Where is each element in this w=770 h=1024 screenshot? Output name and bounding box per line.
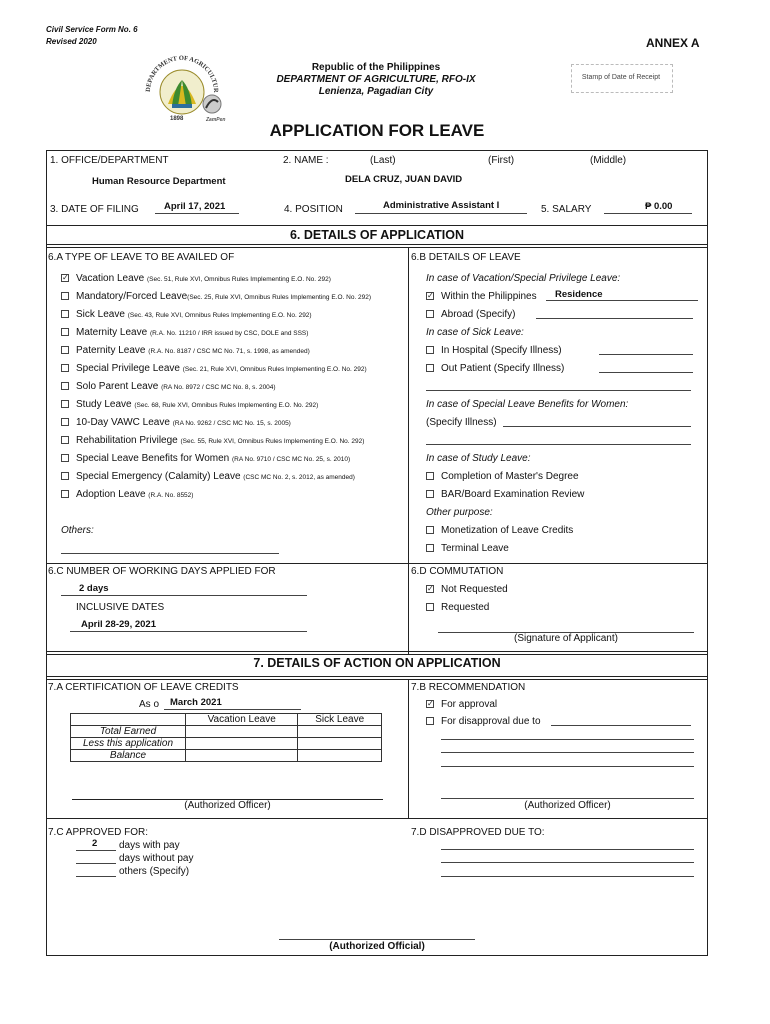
- disapproved-reason-line[interactable]: [441, 849, 694, 850]
- department-logo: [132, 48, 232, 126]
- table-cell[interactable]: [298, 750, 382, 762]
- as-of-value[interactable]: March 2021: [170, 697, 222, 708]
- receipt-stamp-label: Stamp of Date of Receipt: [581, 74, 661, 81]
- leave-type-option[interactable]: Special Privilege Leave (Sec. 21, Rule XVI, Omnibus Rules Implementing E.O. No. 292): [76, 363, 367, 374]
- authorized-officer-label: (Authorized Officer): [184, 800, 271, 811]
- as-of-label: As o: [139, 699, 160, 710]
- leave-type-checkbox[interactable]: [61, 310, 69, 318]
- leave-type-option[interactable]: Study Leave (Sec. 68, Rule XVI, Omnibus Rules Implementing E.O. No. 292): [76, 399, 319, 410]
- sick-heading: In case of Sick Leave:: [426, 327, 524, 338]
- for-approval-checkbox[interactable]: ✓: [427, 699, 434, 708]
- disapproval-reason-line[interactable]: [551, 725, 691, 726]
- leave-type-option[interactable]: 10-Day VAWC Leave (RA No. 9262 / CSC MC No. 15, s. 2005): [76, 417, 291, 428]
- logo-sub: ZamPen: [206, 117, 226, 123]
- for-disapproval-checkbox[interactable]: [426, 717, 434, 725]
- abroad-label: Abroad (Specify): [441, 309, 516, 320]
- salary-value[interactable]: ₱ 0.00: [645, 201, 673, 212]
- disapproved-reason-line[interactable]: [441, 876, 694, 877]
- logo-year: 1898: [170, 116, 184, 122]
- salary-label: 5. SALARY: [541, 204, 592, 215]
- vacation-heading: In case of Vacation/Special Privilege Leave:: [426, 273, 621, 284]
- form-number: Civil Service Form No. 6: [46, 25, 138, 34]
- days-with-pay-label: days with pay: [119, 840, 180, 851]
- masters-degree-label: Completion of Master's Degree: [441, 471, 579, 482]
- authorized-official-label: (Authorized Official): [329, 941, 425, 952]
- leave-type-checkbox[interactable]: [61, 346, 69, 354]
- monetization-label: Monetization of Leave Credits: [441, 525, 574, 536]
- middle-name-label: (Middle): [590, 155, 627, 166]
- not-requested-checkbox[interactable]: ✓: [427, 584, 434, 593]
- office-label: 1. OFFICE/DEPARTMENT: [50, 155, 169, 166]
- leave-type-checkbox[interactable]: [61, 364, 69, 372]
- days-without-pay-label: days without pay: [119, 853, 194, 864]
- terminal-leave-checkbox[interactable]: [426, 544, 434, 552]
- table-cell[interactable]: [298, 738, 382, 750]
- out-patient-checkbox[interactable]: [426, 364, 434, 372]
- disapproval-reason-line[interactable]: [441, 739, 694, 740]
- department-heading: DEPARTMENT OF AGRICULTURE, RFO-IX: [276, 74, 476, 85]
- table-cell[interactable]: [186, 726, 298, 738]
- in-hospital-input-line[interactable]: [599, 354, 693, 355]
- section-6-title: 6. DETAILS OF APPLICATION: [289, 228, 465, 242]
- leave-type-checkbox[interactable]: [61, 328, 69, 336]
- leave-type-option[interactable]: Solo Parent Leave (RA No. 8972 / CSC MC No. 8, s. 2004): [76, 381, 276, 392]
- leave-type-checkbox[interactable]: [61, 472, 69, 480]
- leave-type-checkbox[interactable]: [61, 490, 69, 498]
- leave-type-option[interactable]: Paternity Leave (R.A. No. 8187 / CSC MC No. 71, s. 1998, as amended): [76, 345, 310, 356]
- others-label: Others:: [61, 525, 94, 536]
- days-without-pay-line[interactable]: [76, 863, 116, 864]
- women-heading: In case of Special Leave Benefits for Women:: [426, 399, 629, 410]
- others-specify-label: others (Specify): [119, 866, 190, 877]
- in-hospital-label: In Hospital (Specify Illness): [441, 345, 562, 356]
- terminal-leave-label: Terminal Leave: [441, 543, 509, 554]
- others-specify-line[interactable]: [76, 876, 116, 877]
- for-approval-label: For approval: [441, 699, 498, 710]
- leave-type-checkbox[interactable]: [61, 454, 69, 462]
- logo-text: DEPARTMENT OF AGRICULTUR: [144, 54, 220, 93]
- recommending-officer-line[interactable]: [441, 798, 694, 799]
- leave-type-checkbox[interactable]: [61, 418, 69, 426]
- section-7c-title: 7.C APPROVED FOR:: [48, 827, 149, 838]
- leave-type-checkbox[interactable]: [61, 292, 69, 300]
- abroad-input-line[interactable]: [536, 318, 693, 319]
- section-6d-title: 6.D COMMUTATION: [411, 566, 504, 577]
- section-7d-title: 7.D DISAPPROVED DUE TO:: [411, 827, 545, 838]
- table-cell[interactable]: [186, 750, 298, 762]
- table-row: [71, 726, 382, 738]
- leave-type-option[interactable]: Sick Leave (Sec. 43, Rule XVI, Omnibus Rules Implementing E.O. No. 292): [76, 309, 312, 320]
- bar-review-label: BAR/Board Examination Review: [441, 489, 585, 500]
- leave-type-option[interactable]: Rehabilitation Privilege (Sec. 55, Rule XVI, Omnibus Rules Implementing E.O. No. 292): [76, 435, 365, 446]
- table-cell[interactable]: [298, 726, 382, 738]
- requested-checkbox[interactable]: [426, 603, 434, 611]
- table-cell[interactable]: [186, 738, 298, 750]
- vacation-leave-column: Vacation Leave: [186, 714, 298, 726]
- name-label: 2. NAME :: [283, 155, 329, 166]
- section-7a-title: 7.A CERTIFICATION OF LEAVE CREDITS: [48, 682, 239, 693]
- position-value[interactable]: Administrative Assistant I: [383, 200, 500, 211]
- authorized-official-line[interactable]: [279, 939, 475, 940]
- leave-type-option[interactable]: Special Leave Benefits for Women (RA No. 9710 / CSC MC No. 25, s. 2010): [76, 453, 351, 464]
- section-7b-title: 7.B RECOMMENDATION: [411, 682, 526, 693]
- out-patient-label: Out Patient (Specify Illness): [441, 363, 565, 374]
- disapproved-reason-line[interactable]: [441, 862, 694, 863]
- applicant-signature-label: (Signature of Applicant): [514, 633, 618, 644]
- last-name-label: (Last): [370, 155, 396, 166]
- name-value[interactable]: DELA CRUZ, JUAN DAVID: [345, 174, 463, 185]
- monetization-checkbox[interactable]: [426, 526, 434, 534]
- first-name-label: (First): [488, 155, 515, 166]
- republic-heading: Republic of the Philippines: [311, 62, 441, 73]
- study-heading: In case of Study Leave:: [426, 453, 531, 464]
- leave-type-option[interactable]: Mandatory/Forced Leave(Sec. 25, Rule XVI, Omnibus Rules Implementing E.O. No. 292): [76, 291, 372, 302]
- within-philippines-checkbox[interactable]: ✓: [427, 291, 434, 300]
- leave-type-option[interactable]: Special Emergency (Calamity) Leave (CSC MC No. 2, s. 2012, as amended): [76, 471, 355, 482]
- other-purpose-heading: Other purpose:: [426, 507, 493, 518]
- disapproval-reason-line[interactable]: [441, 766, 694, 767]
- leave-type-checkbox[interactable]: [61, 400, 69, 408]
- section-6c-title: 6.C NUMBER OF WORKING DAYS APPLIED FOR: [48, 566, 276, 577]
- specify-illness-label: (Specify Illness): [426, 417, 497, 428]
- for-disapproval-label: For disapproval due to: [441, 716, 541, 727]
- disapproval-reason-line[interactable]: [441, 752, 694, 753]
- leave-type-checkbox[interactable]: [61, 436, 69, 444]
- specify-illness-input-line[interactable]: [503, 426, 691, 427]
- abroad-checkbox[interactable]: [426, 310, 434, 318]
- working-days-value[interactable]: 2 days: [79, 583, 109, 594]
- masters-degree-checkbox[interactable]: [426, 472, 434, 480]
- leave-credits-table: [70, 713, 382, 762]
- leave-type-checkbox[interactable]: ✓: [62, 273, 69, 282]
- address-heading: Lenienza, Pagadian City: [318, 86, 434, 97]
- bar-review-checkbox[interactable]: [426, 490, 434, 498]
- within-philippines-value[interactable]: Residence: [555, 289, 603, 300]
- sick-extra-line[interactable]: [426, 390, 691, 391]
- in-hospital-checkbox[interactable]: [426, 346, 434, 354]
- page-title: APPLICATION FOR LEAVE: [269, 121, 485, 140]
- within-philippines-label: Within the Philippines: [441, 291, 537, 302]
- recommending-officer-label: (Authorized Officer): [524, 800, 611, 811]
- inclusive-dates-label: INCLUSIVE DATES: [76, 602, 165, 613]
- leave-type-option[interactable]: Adoption Leave (R.A. No. 8552): [76, 489, 194, 500]
- table-row: [71, 750, 382, 762]
- form-revision: Revised 2020: [46, 37, 97, 46]
- row-label: Less this application: [71, 738, 186, 750]
- row-label: Balance: [71, 750, 186, 762]
- women-extra-line[interactable]: [426, 444, 691, 445]
- not-requested-label: Not Requested: [441, 584, 508, 595]
- position-label: 4. POSITION: [284, 204, 343, 215]
- requested-label: Requested: [441, 602, 490, 613]
- inclusive-dates-value[interactable]: April 28-29, 2021: [81, 619, 156, 630]
- section-6a-title: 6.A TYPE OF LEAVE TO BE AVAILED OF: [48, 252, 235, 263]
- filing-date-label: 3. DATE OF FILING: [50, 204, 139, 215]
- section-7-title: 7. DETAILS OF ACTION ON APPLICATION: [253, 656, 501, 670]
- sick-leave-column: Sick Leave: [298, 714, 382, 726]
- leave-type-option[interactable]: Vacation Leave (Sec. 51, Rule XVI, Omnibus Rules Implementing E.O. No. 292): [76, 273, 331, 284]
- table-row: [71, 738, 382, 750]
- others-input-line[interactable]: [61, 553, 279, 554]
- leave-type-option[interactable]: Maternity Leave (R.A. No. 11210 / IRR issued by CSC, DOLE and SSS): [76, 327, 309, 338]
- out-patient-input-line[interactable]: [599, 372, 693, 373]
- annex-label: ANNEX A: [646, 36, 700, 50]
- days-with-pay-value[interactable]: 2: [92, 838, 98, 849]
- filing-date-value[interactable]: April 17, 2021: [164, 201, 226, 212]
- section-6b-title: 6.B DETAILS OF LEAVE: [411, 252, 521, 263]
- leave-type-checkbox[interactable]: [61, 382, 69, 390]
- office-value[interactable]: Human Resource Department: [92, 176, 226, 187]
- row-label: Total Earned: [71, 726, 186, 738]
